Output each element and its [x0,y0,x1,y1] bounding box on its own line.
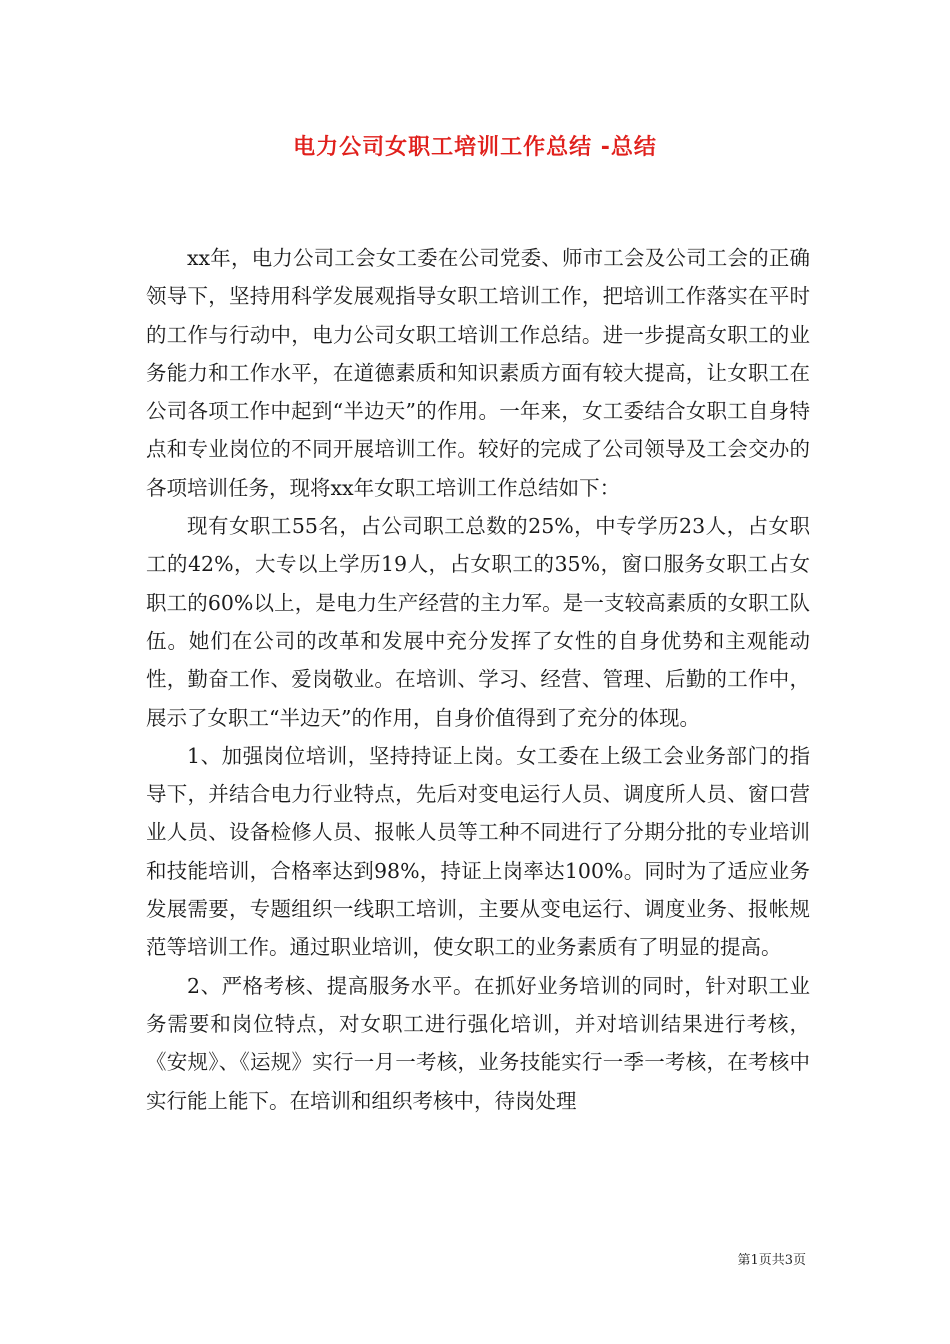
document-body [146,239,810,1120]
paragraph-assessment: 2、严格考核、提高服务水平。在抓好业务培训的同时，针对职工业务需要和岗位特点，对女职工进行强化培训，并对培训结果进行考核，《安规》、《运规》实行一月一考核，业务技能实行一季一考核，在考核中实行能上能下。在培训和组织考核中，待岗处理 [146,973,810,1113]
paragraph-staff-overview: 现有女职工55名，占公司职工总数的25%，中专学历23人，占女职工的42%，大专以上学历19人，占女职工的35%，窗口服务女职工占女职工的60%以上，是电力生产经营的主力军。是一支较高素质的女职工队伍。她们在公司的改革和发展中充分发挥了女性的自身优势和主观能动性，勤奋工作、爱岗敬业。在培训、学习、经营、管理、后勤的工作中，展示了女职工“半边天”的作用，自身价值得到了充分的体现。 [146,514,810,730]
paragraph-intro: xx年，电力公司工会女工委在公司党委、师市工会及公司工会的正确领导下，坚持用科学发展观指导女职工培训工作，把培训工作落实在平时的工作与行动中，电力公司女职工培训工作总结。进一步提高女职工的业务能力和工作水平，在道德素质和知识素质方面有较大提高，让女职工在公司各项工作中起到“半边天”的作用。一年来，女工委结合女职工自身特点和专业岗位的不同开展培训工作。较好的完成了公司领导及工会交办的各项培训任务，现将xx年女职工培训工作总结如下： [146,246,810,500]
paragraph-job-training: 1、加强岗位培训，坚持持证上岗。女工委在上级工会业务部门的指导下，并结合电力行业特点，先后对变电运行人员、调度所人员、窗口营业人员、设备检修人员、报帐人员等工种不同进行了分期分批的专业培训和技能培训，合格率达到98%，持证上岗率达100%。同时为了适应业务发展需要，专题组织一线职工培训，主要从变电运行、调度业务、报帐规范等培训工作。通过职业培训，使女职工的业务素质有了明显的提高。 [146,743,810,960]
document-title: 电力公司女职工培训工作总结 -总结 [293,135,657,160]
page-number: 第1页共3页 [737,1253,806,1268]
